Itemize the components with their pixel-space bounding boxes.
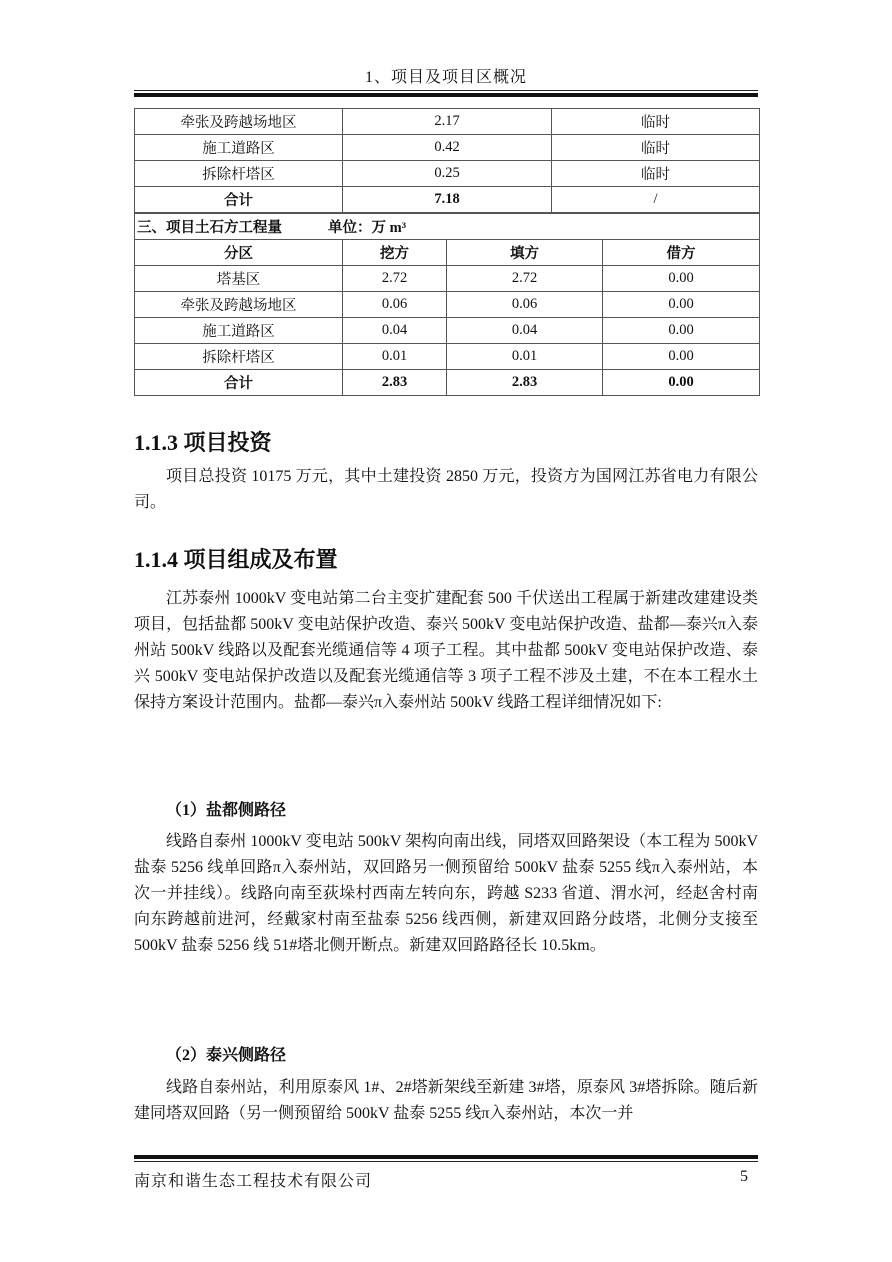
header-rule bbox=[134, 90, 758, 91]
cell: 0.00 bbox=[603, 344, 760, 370]
section-title: 三、项目土石方工程量 bbox=[137, 220, 282, 236]
cell: 0.00 bbox=[603, 370, 760, 396]
zone-cell: 拆除杆塔区 bbox=[135, 161, 343, 187]
table-row bbox=[135, 109, 760, 135]
cell: 2.83 bbox=[343, 370, 447, 396]
area-cell: 2.17 bbox=[343, 109, 552, 135]
running-header: 1、项目及项目区概况 bbox=[364, 69, 527, 86]
cell: 2.72 bbox=[447, 266, 603, 292]
paragraph-taixing-route: 线路自泰州站，利用原泰风 1#、2#塔新架线至新建 3#塔，原泰风 3#塔拆除。随后新建同塔双回路（另一侧预留给 500kV 盐泰 5255 线π入泰州站，本次一并 bbox=[134, 1079, 758, 1122]
table-total-row bbox=[135, 370, 760, 396]
area-table bbox=[134, 108, 760, 213]
cell: 0.04 bbox=[447, 318, 603, 344]
unit-label: 单位：万 m³ bbox=[328, 220, 407, 236]
total-type: / bbox=[552, 187, 760, 213]
page-number: 5 bbox=[740, 1168, 748, 1185]
cell: 0.04 bbox=[343, 318, 447, 344]
heading-investment: 1.1.3 项目投资 bbox=[134, 430, 272, 455]
earthwork-table bbox=[134, 213, 760, 396]
subheading-taixing-route: （2）泰兴侧路径 bbox=[166, 1047, 287, 1064]
zone-cell: 牵张及跨越场地区 bbox=[135, 109, 343, 135]
header-cell: 填方 bbox=[447, 240, 603, 266]
paragraph-composition: 江苏泰州 1000kV 变电站第二台主变扩建配套 500 千伏送出工程属于新建改建建设类项目，包括盐都 500kV 变电站保护改造、泰兴 500kV 变电站保护改造、盐都—泰兴π入泰州站 500kV 线路以及配套光缆通信等 4 项子工程。其中盐都 500kV 变电站保护改造、泰兴 500kV 变电站保护改造以及配套光缆通信等 3 项子工程不涉及土建，不在本工程水土保持方案设计范围内。盐都—泰兴π入泰州站 500kV 线路工程详细情况如下: bbox=[134, 590, 758, 711]
type-cell: 临时 bbox=[552, 109, 760, 135]
type-cell: 临时 bbox=[552, 161, 760, 187]
paragraph-yandu-route: 线路自泰州 1000kV 变电站 500kV 架构向南出线，同塔双回路架设（本工程为 500kV 盐泰 5256 线单回路π入泰州站，双回路另一侧预留给 500kV 盐泰 5255 线π入泰州站，本次一并挂线）。线路向南至荻垛村西南左转向东，跨越 S233 省道、渭水河，经赵舍村南向东跨越前进河，经戴家村南至盐泰 5256 线西侧，新建双回路分歧塔，北侧分支接至 500kV 盐泰 5256 线 51#塔北侧开断点。新建双回路路径长 10.5km。 bbox=[134, 833, 758, 954]
area-cell: 0.42 bbox=[343, 135, 552, 161]
cell: 2.72 bbox=[343, 266, 447, 292]
header-cell: 挖方 bbox=[343, 240, 447, 266]
table-row bbox=[135, 161, 760, 187]
total-area: 7.18 bbox=[343, 187, 552, 213]
cell: 0.06 bbox=[447, 292, 603, 318]
cell: 0.00 bbox=[603, 292, 760, 318]
table-row bbox=[135, 292, 760, 318]
paragraph-investment: 项目总投资 10175 万元，其中土建投资 2850 万元，投资方为国网江苏省电力有限公司。 bbox=[134, 468, 758, 511]
cell: 拆除杆塔区 bbox=[135, 344, 343, 370]
area-cell: 0.25 bbox=[343, 161, 552, 187]
cell: 施工道路区 bbox=[135, 318, 343, 344]
cell: 牵张及跨越场地区 bbox=[135, 292, 343, 318]
heading-composition: 1.1.4 项目组成及布置 bbox=[134, 547, 338, 572]
section-title-row bbox=[135, 214, 760, 240]
footer-rule-thick bbox=[134, 1155, 758, 1159]
footer-company: 南京和谐生态工程技术有限公司 bbox=[134, 1173, 373, 1190]
header-cell: 借方 bbox=[603, 240, 760, 266]
type-cell: 临时 bbox=[552, 135, 760, 161]
table-row bbox=[135, 344, 760, 370]
cell: 0.01 bbox=[447, 344, 603, 370]
cell: 合计 bbox=[135, 370, 343, 396]
cell: 0.00 bbox=[603, 318, 760, 344]
table-row bbox=[135, 135, 760, 161]
cell: 0.00 bbox=[603, 266, 760, 292]
cell: 0.01 bbox=[343, 344, 447, 370]
subheading-yandu-route: （1）盐都侧路径 bbox=[166, 802, 287, 819]
table-row bbox=[135, 266, 760, 292]
table-header-row bbox=[135, 240, 760, 266]
header-rule-thick bbox=[134, 93, 758, 97]
table-total-row bbox=[135, 187, 760, 213]
cell: 0.06 bbox=[343, 292, 447, 318]
footer-rule bbox=[134, 1161, 758, 1162]
zone-cell: 施工道路区 bbox=[135, 135, 343, 161]
header-cell: 分区 bbox=[135, 240, 343, 266]
cell: 塔基区 bbox=[135, 266, 343, 292]
table-row bbox=[135, 318, 760, 344]
section-title-cell bbox=[135, 214, 760, 240]
total-label: 合计 bbox=[135, 187, 343, 213]
cell: 2.83 bbox=[447, 370, 603, 396]
